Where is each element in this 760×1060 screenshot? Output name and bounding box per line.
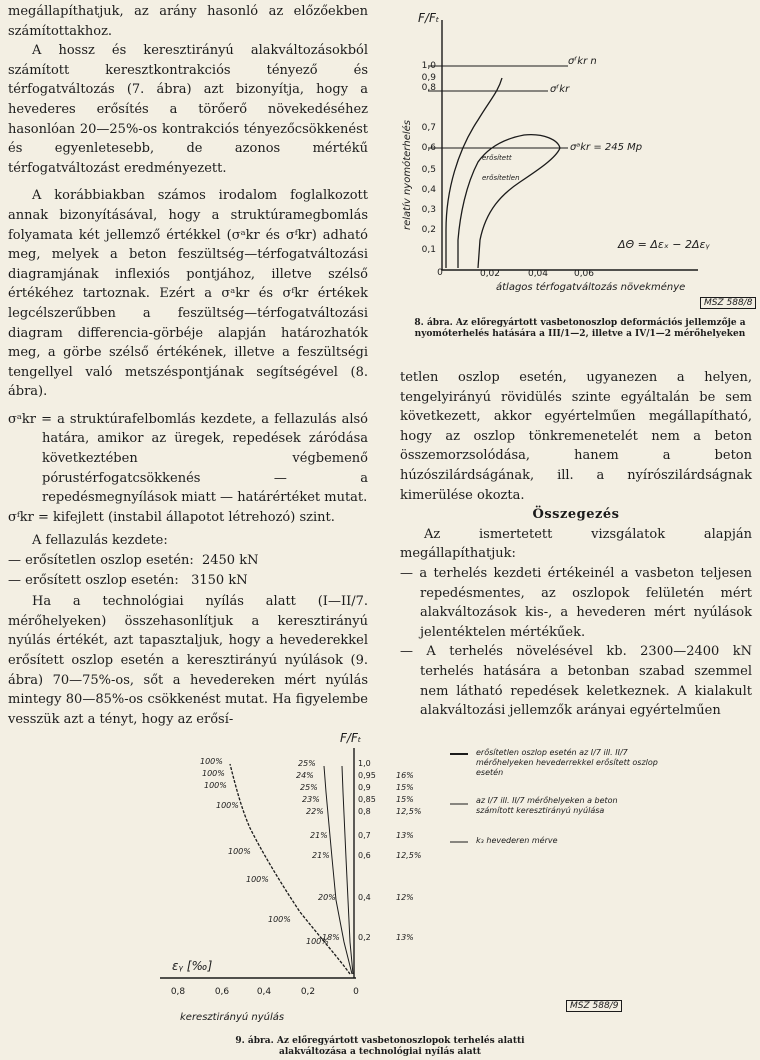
svg-text:100%: 100% — [268, 915, 291, 924]
left-paragraph-4: A fellazulás kezdete: — [32, 533, 168, 549]
svg-text:0,7: 0,7 — [421, 123, 436, 133]
fig9-mid-percent-labels — [296, 759, 340, 942]
svg-text:13%: 13% — [396, 933, 414, 942]
svg-text:24%: 24% — [296, 771, 314, 780]
svg-text:0,02: 0,02 — [479, 269, 501, 279]
svg-text:1,0: 1,0 — [421, 61, 436, 71]
svg-text:0,4: 0,4 — [421, 185, 436, 195]
fig9-curve-strap — [342, 766, 353, 974]
svg-text:12,5%: 12,5% — [396, 851, 422, 860]
svg-text:0,7: 0,7 — [358, 831, 371, 840]
fig8-y-ticks — [422, 61, 437, 255]
svg-text:100%: 100% — [200, 757, 223, 766]
fig9-legend-2: az I/7 ill. II/7 mérőhelyeken a beton számított keresztirányú nyúlása — [476, 796, 618, 815]
svg-text:0,04: 0,04 — [527, 269, 549, 279]
svg-text:0,6: 0,6 — [214, 987, 230, 997]
left-paragraph-5: Ha a technológiai nyílás alatt (I—II/7. mérőhelyeken) összehasonlítjuk a keresztirányú nyúlás értékét, azt tapasztaljuk, hogy a hevederekkel erősített oszlop esetén a keresztirányú nyúlások (9. ábra) 70—75%-os, sőt a hevedereken mért nyúlás mintegy 80—85%-os csökkenést mutat. Ha figyelembe vesszük azt a tényt, hogy az erősí- — [8, 594, 368, 727]
definition-a: σᵃkr = a struktúrafelbomlás kezdete, a fellazulás alsó határa, amikor az üregek, repedések záródása következtében végbemenő pórustérfogatcsökkenés — a repedésmegnyílások miatt — határértéket mutat. — [8, 411, 368, 506]
svg-text:1,0: 1,0 — [358, 759, 371, 768]
right-column — [400, 368, 752, 721]
svg-text:15%: 15% — [396, 795, 414, 804]
left-paragraph-2: A hossz és keresztirányú alakváltozásokból számított keresztkontrakciós tényező és térfogatváltozás (7. ábra) azt bizonyítja, hogy a hevederes erősítés a törőerő növekedéséhez hasonlóan 20—25%-os kontrakciós tényezőcsökkenést és egyenletesebb, de azonos mértékű térfogatváltozást eredményezett. — [8, 43, 368, 176]
left-column — [8, 2, 368, 729]
svg-text:0,4: 0,4 — [358, 893, 371, 902]
fig9-y-symbol: F/Fₜ — [340, 732, 362, 745]
svg-text:0,2: 0,2 — [300, 987, 316, 997]
fig8-caption: 8. ábra. Az előregyártott vasbetonoszlop deformációs jellemzője a nyomóterhelés hatására a III/1—2, illetve a IV/1—2 mérőhelyeken — [414, 318, 746, 339]
fig9-ref-box: MSZ 588/9 — [566, 1000, 622, 1012]
svg-text:0,5: 0,5 — [421, 165, 436, 175]
svg-text:0,6: 0,6 — [421, 143, 436, 153]
svg-text:100%: 100% — [228, 847, 251, 856]
svg-text:0,2: 0,2 — [421, 225, 436, 235]
svg-text:21%: 21% — [310, 831, 328, 840]
list-item-unreinforced: — erősítetlen oszlop esetén: 2450 kN — [8, 553, 259, 569]
fig9-x-symbol: εᵧ [‰] — [172, 959, 213, 973]
svg-text:0,6: 0,6 — [358, 851, 371, 860]
svg-text:0,06: 0,06 — [573, 269, 595, 279]
fig9-legend-1: erősítetlen oszlop esetén az I/7 ill. II/7 mérőhelyeken hevederrekkel erősített oszlop esetén — [476, 748, 658, 777]
right-paragraph-2: Az ismertetett vizsgálatok alapján megállapíthatjuk: — [400, 526, 752, 562]
fig9-legend-3: k₃ hevederen mérve — [476, 836, 558, 845]
fig9-right-percent-labels — [396, 771, 421, 942]
left-paragraph-1: megállapíthatjuk, az arány hasonló az előzőekben számítottakhoz. — [8, 4, 368, 39]
svg-text:0: 0 — [353, 987, 359, 997]
svg-text:0,8: 0,8 — [421, 83, 436, 93]
fig9-y-ticks — [358, 759, 376, 942]
list-item-reinforced: — erősített oszlop esetén: 3150 kN — [8, 572, 248, 588]
svg-text:21%: 21% — [312, 851, 330, 860]
svg-text:15%: 15% — [396, 783, 414, 792]
fig8-ref-box: MSZ 588/8 — [700, 297, 756, 309]
svg-text:16%: 16% — [396, 771, 414, 780]
fig8-x-label: átlagos térfogatváltozás növekménye — [496, 282, 686, 293]
fig8-label-unreinforced: erősítetlen — [482, 174, 520, 182]
fig9-x-label: keresztirányú nyúlás — [180, 1012, 285, 1023]
svg-text:25%: 25% — [300, 783, 318, 792]
right-paragraph-1: tetlen oszlop esetén, ugyanezen a helyen, tengelyirányú rövidülés szinte egyáltalán be sem következett, akkor egyértelműen megállapítható, hogy az oszlop tönkremenetelét nem a beton összemorzsolódása, hanem a beton húzószilárdságának, ill. a nyírószilárdságnak kimerülése okozta. — [400, 370, 752, 503]
svg-text:0,85: 0,85 — [358, 795, 376, 804]
svg-text:20%: 20% — [318, 893, 336, 902]
svg-text:13%: 13% — [396, 831, 414, 840]
svg-text:0: 0 — [437, 268, 443, 278]
fig8-formula: ΔΘ = Δεₓ − 2Δεᵧ — [618, 238, 710, 251]
svg-text:100%: 100% — [216, 801, 239, 810]
figure-8-chart — [398, 0, 760, 318]
svg-text:0,2: 0,2 — [358, 933, 371, 942]
svg-text:100%: 100% — [306, 937, 329, 946]
fig9-x-ticks — [171, 987, 359, 997]
fig8-label-kr-a: σᵃkr = 245 Mp — [570, 142, 643, 153]
fig8-y-label: relatív nyomóterhelés — [402, 119, 413, 230]
fig9-caption-line-2: alakváltozása a technológiai nyílás alatt — [279, 1047, 481, 1057]
fig8-y-symbol: F/Fₜ — [418, 11, 440, 25]
svg-text:12,5%: 12,5% — [396, 807, 422, 816]
fig9-caption-line-1: 9. ábra. Az előregyártott vasbetonoszlopok terhelés alatti — [235, 1036, 525, 1046]
svg-text:100%: 100% — [246, 875, 269, 884]
svg-text:0,1: 0,1 — [421, 245, 436, 255]
svg-text:0,4: 0,4 — [256, 987, 272, 997]
fig8-label-reinforced: erősített — [482, 154, 512, 162]
fig8-label-kr-f: σᶠkr — [550, 84, 570, 95]
left-paragraph-3: A korábbiakban számos irodalom foglalkozott annak bizonyításával, hogy a struktúramegbomlás folyamata két jellemző értékkel (σᵃkr és σᶠkr) adható meg, melyek a beton feszültség—térfogatváltozási diagramjának inflexiós pontjához, illetve szélső értékéhez tartoznak. Ezért a σᵃkr és σᶠkr értékek legcélszerűbben a feszültség—térfogatváltozási diagram differencia-görbéje alapján határozhatók meg, a görbe szélső értékének, illetve a feszültségi tengellyel való metszéspontjának segítségével (8. ábra). — [8, 188, 368, 400]
svg-text:25%: 25% — [298, 759, 316, 768]
svg-text:0,9: 0,9 — [421, 73, 436, 83]
svg-text:100%: 100% — [202, 769, 225, 778]
section-heading: Összegezés — [532, 507, 620, 523]
fig8-curve-unreinforced — [446, 78, 502, 268]
summary-item-1: — a terhelés kezdeti értékeinél a vasbeton teljesen repedésmentes, az oszlopok felületén mért alakváltozások kis-, a hevederen mért nyúlások jelentéktelen mértékűek. — [400, 565, 752, 640]
svg-text:23%: 23% — [302, 795, 320, 804]
summary-item-2: — A terhelés növelésével kb. 2300—2400 kN terhelés hatására a betonban szabad szemmel nem látható repedések keletkeznek. A kialakult alakváltozási jellemzők arányai egyértelműen — [400, 644, 752, 719]
svg-text:0,8: 0,8 — [170, 987, 186, 997]
svg-text:0,95: 0,95 — [358, 771, 376, 780]
svg-text:12%: 12% — [396, 893, 414, 902]
svg-text:0,3: 0,3 — [421, 205, 436, 215]
svg-text:0,8: 0,8 — [358, 807, 371, 816]
svg-text:18%: 18% — [322, 933, 340, 942]
svg-text:100%: 100% — [204, 781, 227, 790]
fig8-label-kr-n: σᶠkr n — [568, 56, 597, 67]
fig9-curve-unreinforced — [230, 764, 350, 974]
definition-f: σᶠkr = kifejlett (instabil állapotot létrehozó) szint. — [8, 509, 335, 525]
svg-text:0,9: 0,9 — [358, 783, 371, 792]
svg-text:22%: 22% — [306, 807, 324, 816]
